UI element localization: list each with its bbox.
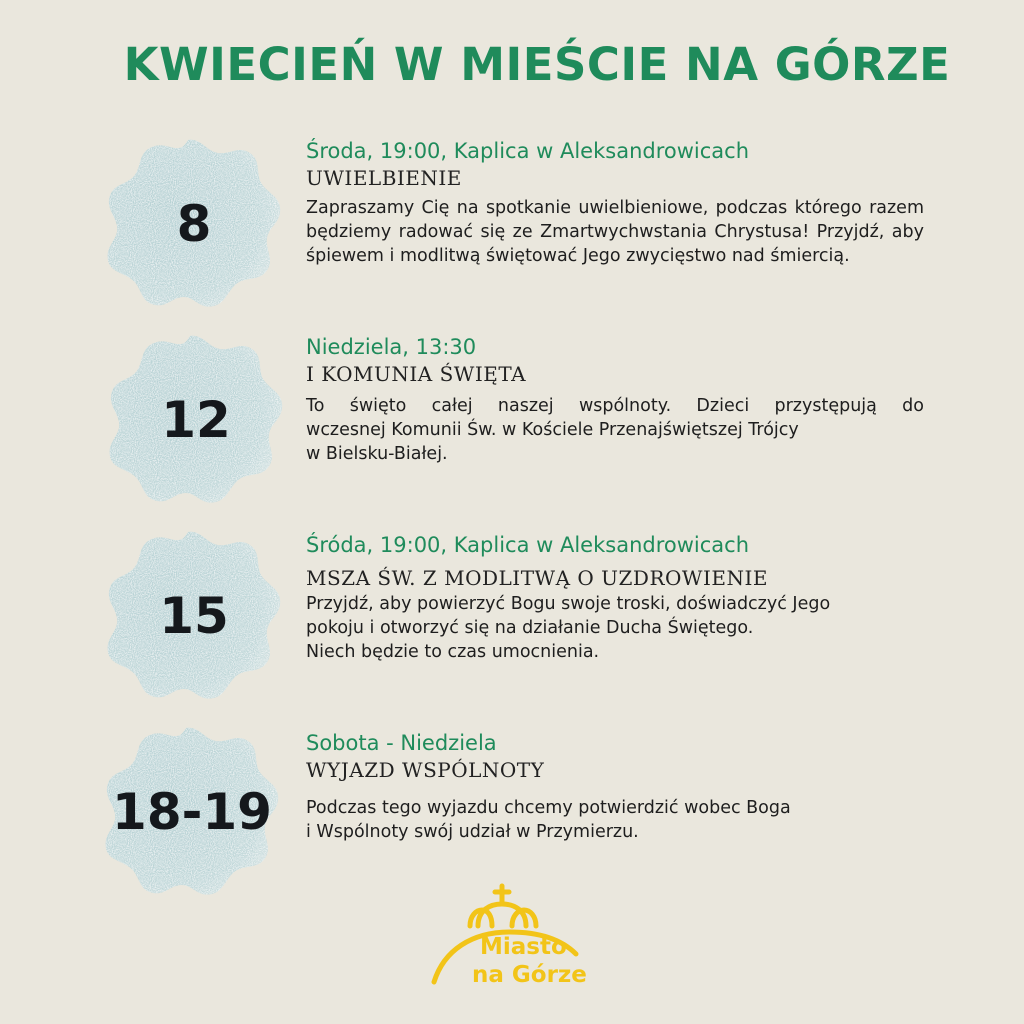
event-title: UWIELBIENIE	[306, 166, 462, 190]
description-line: Niech będzie to czas umocnienia.	[306, 642, 600, 662]
event-when: Sobota - Niedziela	[306, 731, 497, 755]
date-number: 12	[161, 391, 231, 449]
event-uwielbienie	[306, 138, 924, 268]
miasto-na-gorze-logo	[420, 880, 620, 1000]
event-wyjazd	[306, 730, 924, 844]
description-line: To święto całej naszej wspólnoty. Dzieci przystępują do	[306, 396, 924, 416]
date-number: 15	[159, 587, 229, 645]
logo-text-line1: Miasto	[480, 934, 567, 960]
event-description	[306, 796, 924, 844]
event-title: MSZA ŚW. Z MODLITWĄ O UZDROWIENIE	[306, 566, 768, 590]
date-number: 8	[176, 195, 212, 253]
description-line: Przyjdź, aby powierzyć Bogu swoje troski, doświadczyć Jego	[306, 594, 831, 614]
description-line: wczesnej Komunii Św. w Kościele Przenajświętszej Trójcy	[306, 420, 799, 440]
description-line: w Bielsku-Białej.	[306, 444, 448, 464]
event-description: Zapraszamy Cię na spotkanie uwielbieniowe, podczas którego razem będziemy radować się ze Zmartwychwstania Chrystusa! Przyjdź, aby śpiewem i modlitwą świętować Jego zwycięstwo nad śmiercią.	[306, 198, 924, 266]
event-title: WYJAZD WSPÓLNOTY	[306, 758, 545, 782]
date-badge-18-19	[102, 722, 282, 902]
description-line: Podczas tego wyjazdu chcemy potwierdzić wobec Boga	[306, 798, 791, 818]
event-when: Środa, 19:00, Kaplica w Aleksandrowicach	[306, 139, 750, 163]
date-badge-12	[106, 330, 286, 510]
event-description	[306, 394, 924, 466]
date-number: 18-19	[112, 783, 272, 841]
event-title: I KOMUNIA ŚWIĘTA	[306, 362, 527, 386]
logo-text-line2: na Górze	[472, 962, 587, 988]
event-msza-uzdrowienie	[306, 532, 924, 664]
event-description	[306, 592, 924, 664]
event-komunia	[306, 334, 924, 466]
date-badge-8	[104, 134, 284, 314]
description-line: i Wspólnoty swój udział w Przymierzu.	[306, 822, 639, 842]
event-when: Śróda, 19:00, Kaplica w Aleksandrowicach	[306, 533, 750, 557]
description-line: pokoju i otworzyć się na działanie Ducha Świętego.	[306, 618, 754, 638]
date-badge-15	[104, 526, 284, 706]
page-title: KWIECIEŃ W MIEŚCIE NA GÓRZE	[123, 38, 951, 91]
event-when: Niedziela, 13:30	[306, 335, 477, 359]
